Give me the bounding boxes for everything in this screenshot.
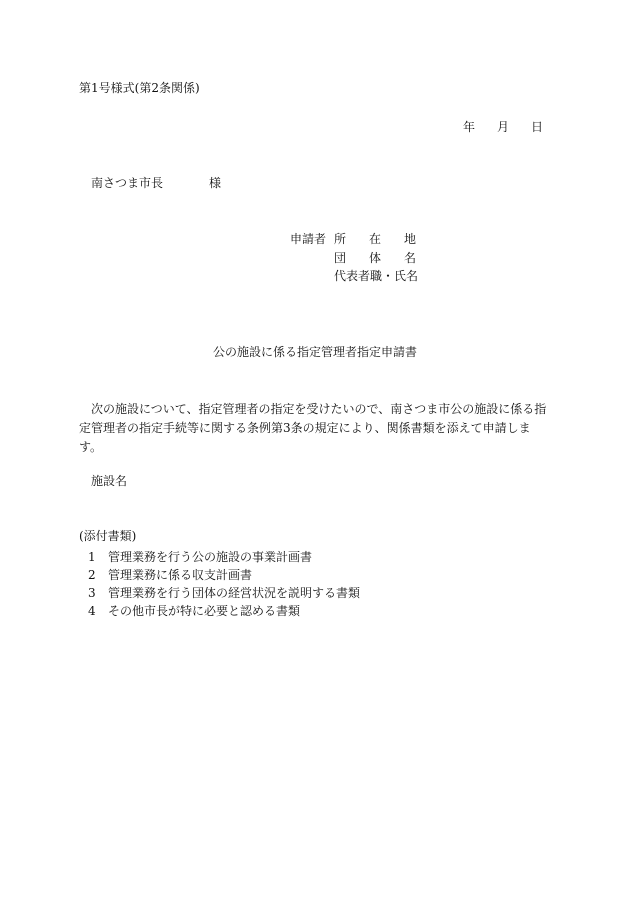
list-item: 3 管理業務を行う団体の経営状況を説明する書類 — [88, 586, 361, 600]
facility-name-label: 施設名 — [91, 474, 128, 488]
date-line — [463, 121, 543, 133]
addressee — [91, 177, 221, 189]
attachments-list — [88, 548, 360, 620]
list-item: 1 管理業務を行う公の施設の事業計画書 — [88, 550, 313, 564]
representative-field-label: 代表者職・氏名 — [334, 269, 419, 283]
addressee-name: 南さつま市長 — [91, 176, 164, 190]
addressee-honorific: 様 — [209, 176, 222, 190]
form-number: 第1号様式(第2条関係) — [79, 81, 200, 95]
list-item: 4 その他市長が特に必要と認める書類 — [88, 604, 301, 618]
application-body: 次の施設について、指定管理者の指定を受けたいので、南さつま市公の施設に係る指定管理者の指定手続等に関する条例第3条の規定により、関係書類を添えて申請します。 — [79, 402, 547, 454]
list-item: 2 管理業務に係る収支計画書 — [88, 568, 253, 582]
address-field-label: 所 在 地 — [334, 232, 417, 246]
organization-field-label: 団 体 名 — [334, 251, 417, 265]
applicant-label: 申請者 — [290, 232, 327, 246]
date-year: 年 — [463, 120, 476, 134]
document-title: 公の施設に係る指定管理者指定申請書 — [212, 345, 417, 359]
attachments-heading: (添付書類) — [79, 529, 137, 543]
date-month: 月 — [497, 120, 510, 134]
date-day: 日 — [531, 120, 544, 134]
